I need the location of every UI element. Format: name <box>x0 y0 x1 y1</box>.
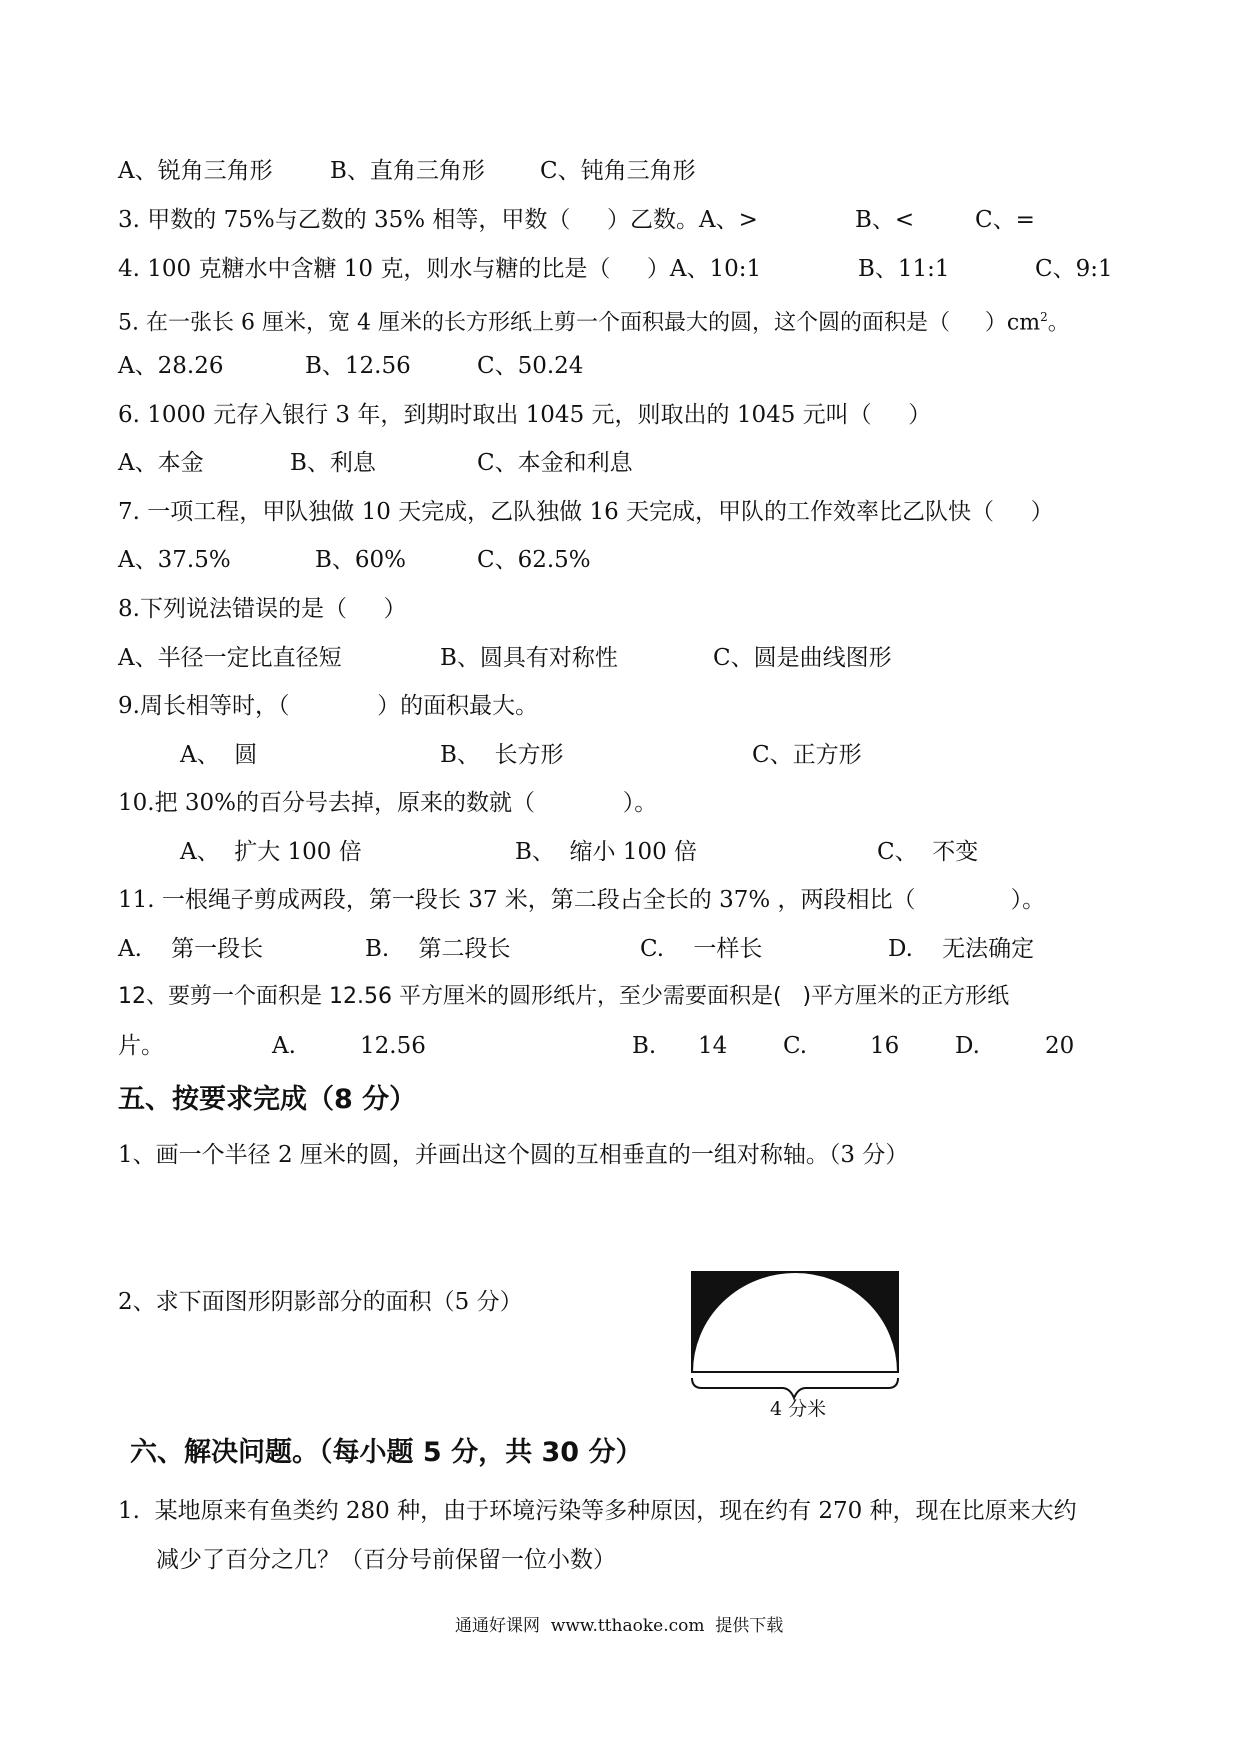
q12-option-c-value: 16 <box>870 1033 900 1059</box>
q11-option-c: C. 一样长 <box>640 936 763 962</box>
q7-option-c: C、62.5% <box>477 547 591 573</box>
q10-text: 10.把 30%的百分号去掉，原来的数就（ ）。 <box>118 790 658 816</box>
section-5-item-1: 1、画一个半径 2 厘米的圆，并画出这个圆的互相垂直的一组对称轴。（3 分） <box>118 1142 909 1168</box>
q12-option-a: A. <box>272 1033 296 1059</box>
q9-option-b: B、 长方形 <box>440 742 564 768</box>
q8-option-a: A、半径一定比直径短 <box>118 645 342 671</box>
q12-text-cont: 片。 <box>118 1033 164 1059</box>
q7-option-a: A、37.5% <box>118 547 231 573</box>
section-6-item-1: 1. 某地原来有鱼类约 280 种，由于环境污染等多种原因，现在约有 270 种，现在比原来大约 <box>118 1498 1077 1524</box>
q7-text: 7. 一项工程，甲队独做 10 天完成，乙队独做 16 天完成，甲队的工作效率比乙队快（ ） <box>118 499 1054 525</box>
q12-option-b-value: 14 <box>698 1033 728 1059</box>
q5-superscript: 2 <box>1040 310 1048 324</box>
section-6-item-1-cont: 减少了百分之几？（百分号前保留一位小数） <box>156 1547 616 1573</box>
q6-option-c: C、本金和利息 <box>477 450 633 476</box>
q11-option-b: B. 第二段长 <box>365 936 511 962</box>
q8-option-b: B、圆具有对称性 <box>440 645 618 671</box>
q5-text <box>118 302 1070 338</box>
q4-text: 4. 100 克糖水中含糖 10 克，则水与糖的比是（ ）A、10:1 <box>118 256 762 282</box>
q5-question: 5. 在一张长 6 厘米，宽 4 厘米的长方形纸上剪一个面积最大的圆，这个圆的面积是（ ）cm <box>118 310 1041 336</box>
q5-end: 。 <box>1047 310 1070 336</box>
q11-option-a: A. 第一段长 <box>118 936 264 962</box>
q10-option-b: B、 缩小 100 倍 <box>515 839 698 865</box>
q6-option-a: A、本金 <box>118 450 204 476</box>
q5-option-c: C、50.24 <box>477 353 584 379</box>
q5-option-a: A、28.26 <box>118 353 224 379</box>
q4-option-b: B、11:1 <box>858 256 950 282</box>
q8-text: 8.下列说法错误的是（ ） <box>118 596 407 622</box>
section-5-title: 五、按要求完成（8 分） <box>118 1084 417 1115</box>
q3-text: 3. 甲数的 75%与乙数的 35% 相等，甲数（ ）乙数。A、> <box>118 207 758 233</box>
q5-option-b: B、12.56 <box>305 353 411 379</box>
q2-option-b: B、直角三角形 <box>330 158 485 184</box>
figure-dimension-label: 4 分米 <box>770 1398 827 1420</box>
q12-option-d-value: 20 <box>1045 1033 1075 1059</box>
q10-option-a: A、 扩大 100 倍 <box>180 839 362 865</box>
q4-option-c: C、9:1 <box>1035 256 1113 282</box>
footer-credit: 通通好课网 www.tthaoke.com 提供下载 <box>455 1616 784 1636</box>
q3-option-b: B、< <box>855 207 915 233</box>
section-5-item-2: 2、求下面图形阴影部分的面积（5 分） <box>118 1289 523 1315</box>
q9-text: 9.周长相等时，（ ）的面积最大。 <box>118 693 539 719</box>
q11-text: 11. 一根绳子剪成两段，第一段长 37 米，第二段占全长的 37% ，两段相比（ ）。 <box>118 887 1046 913</box>
q6-option-b: B、利息 <box>290 450 376 476</box>
q6-text: 6. 1000 元存入银行 3 年，到期时取出 1045 元，则取出的 1045 元叫（ ） <box>118 402 932 428</box>
q9-option-c: C、正方形 <box>752 742 862 768</box>
q12-option-b: B. <box>632 1033 657 1059</box>
q2-option-a: A、锐角三角形 <box>118 158 273 184</box>
q3-option-c: C、= <box>975 207 1035 233</box>
q11-option-d: D. 无法确定 <box>888 936 1035 962</box>
q12-option-d: D. <box>955 1033 980 1059</box>
q8-option-c: C、圆是曲线图形 <box>713 645 892 671</box>
q10-option-c: C、 不变 <box>877 839 979 865</box>
q12-option-c: C. <box>783 1033 808 1059</box>
q12-text: 12、要剪一个面积是 12.56 平方厘米的圆形纸片，至少需要面积是( )平方厘米的正方形纸 <box>118 984 1010 1009</box>
q2-option-c: C、钝角三角形 <box>540 158 696 184</box>
q9-option-a: A、 圆 <box>180 742 258 768</box>
section-6-title: 六、解决问题。（每小题 5 分，共 30 分） <box>130 1437 643 1468</box>
q12-option-a-value: 12.56 <box>360 1033 426 1059</box>
q7-option-b: B、60% <box>315 547 407 573</box>
